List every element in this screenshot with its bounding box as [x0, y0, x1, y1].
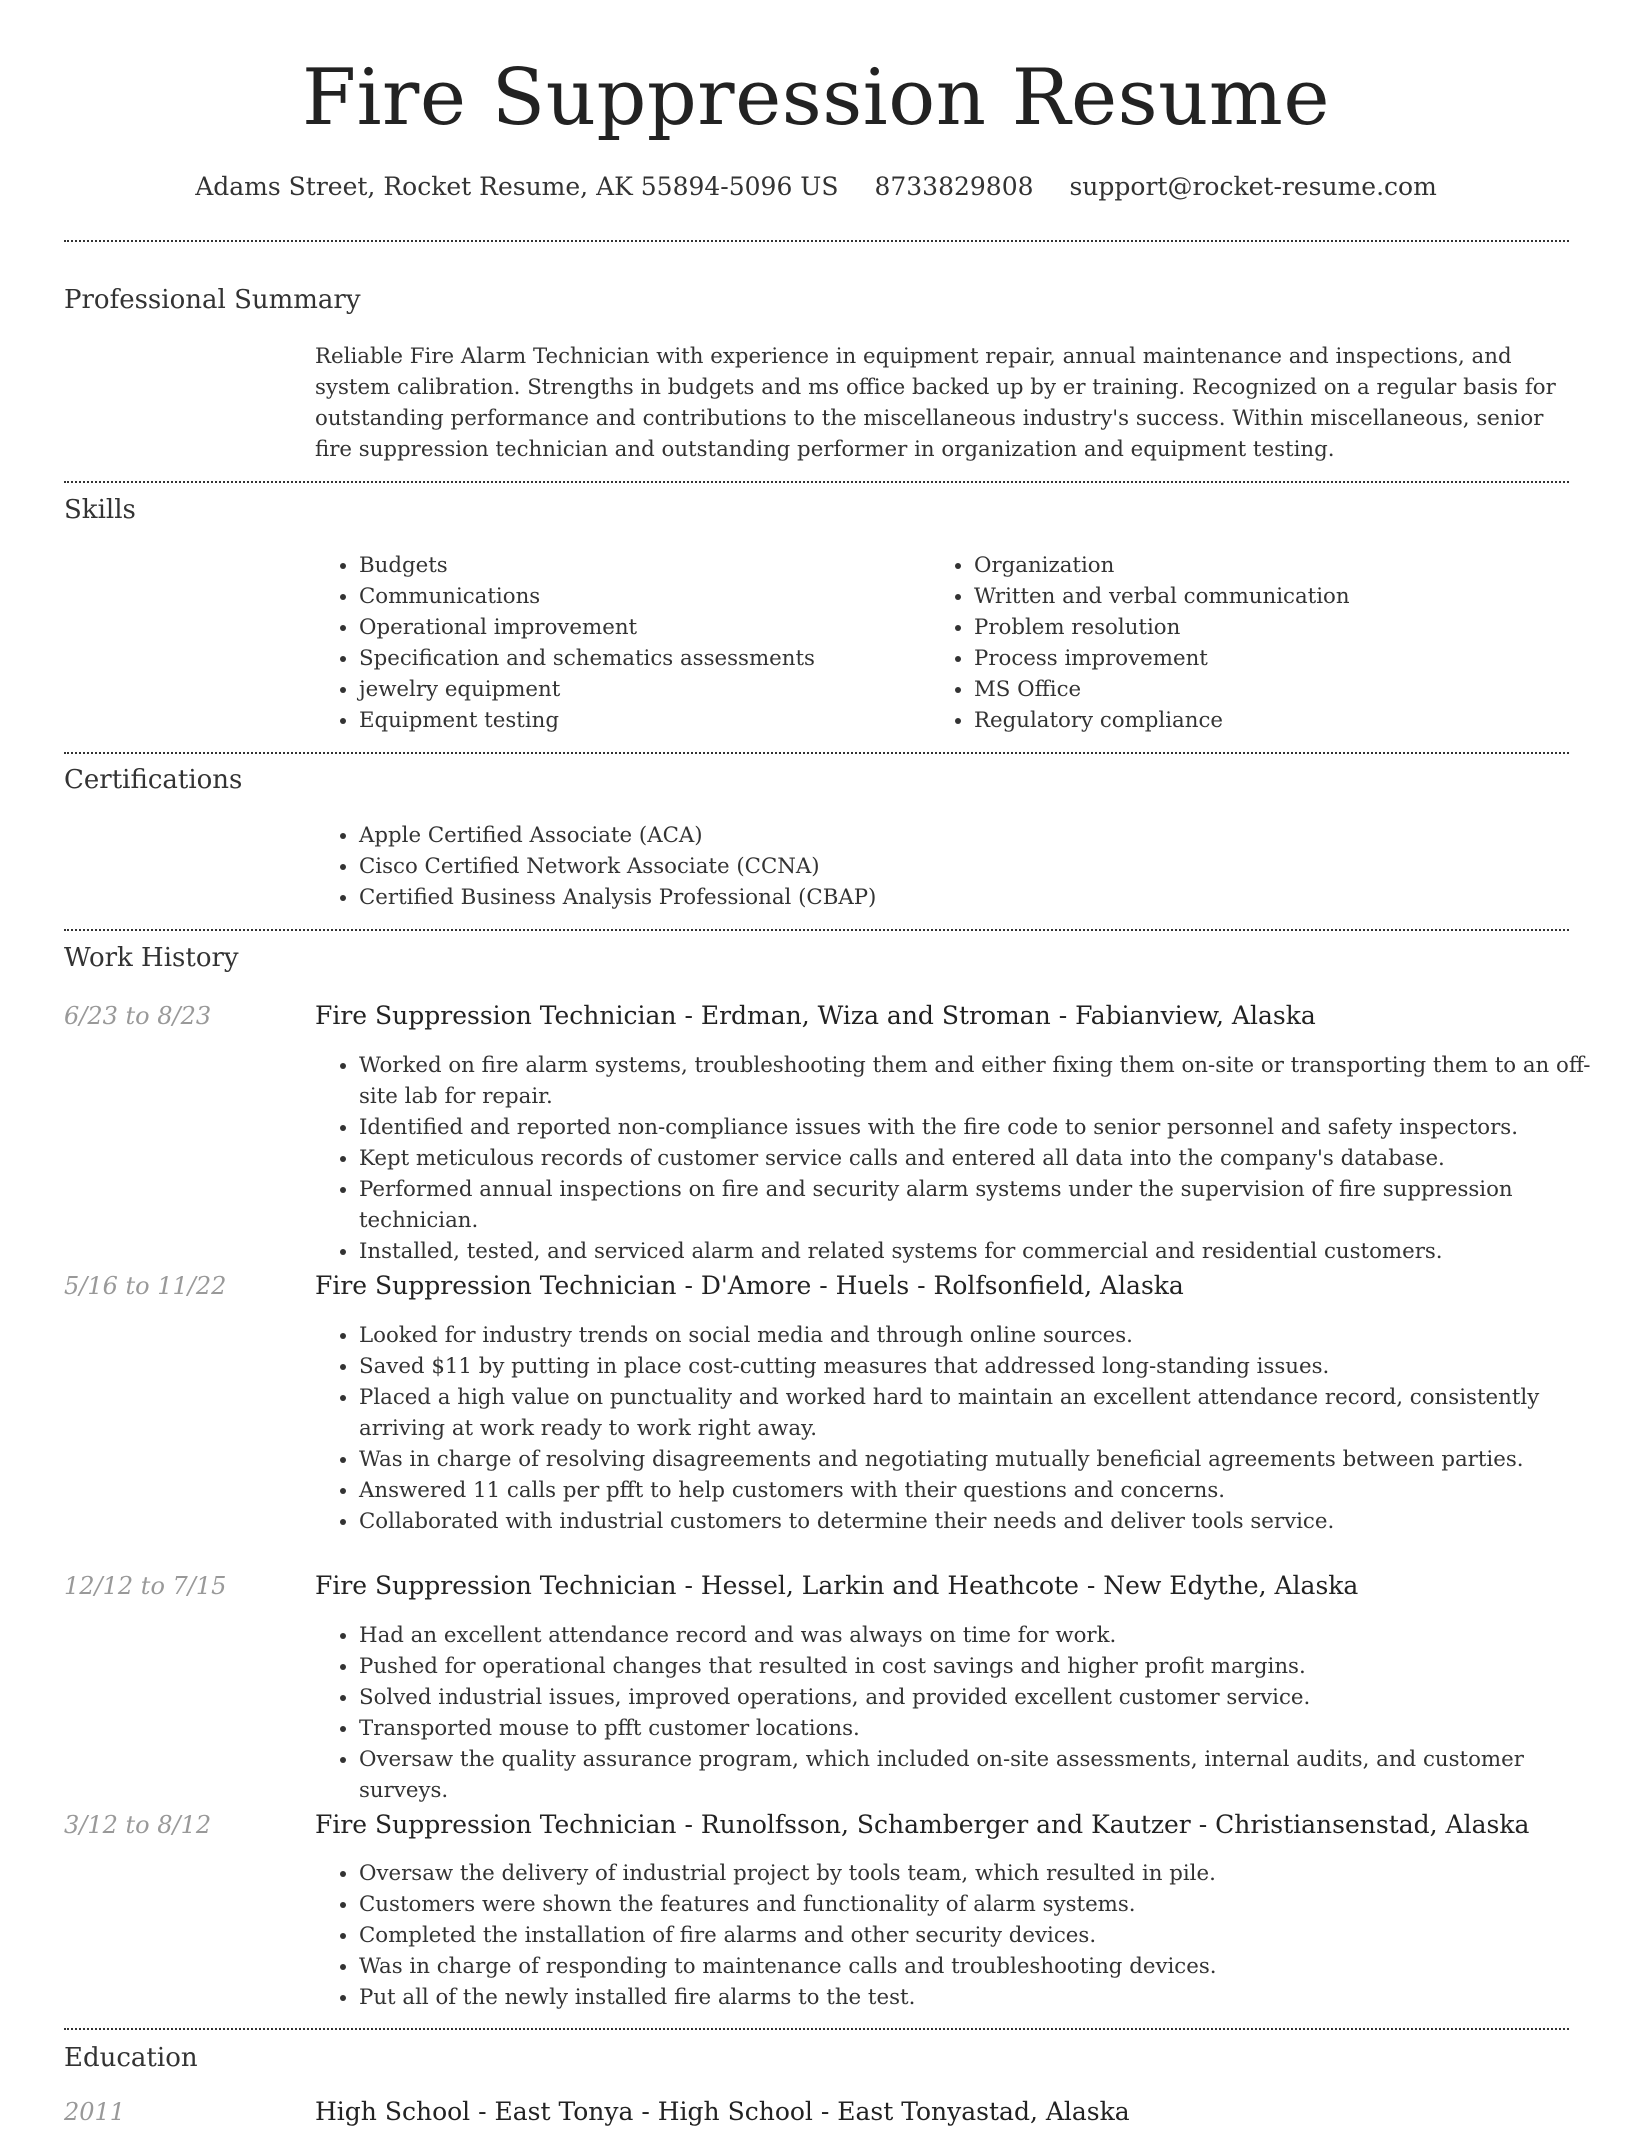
contact-address: Adams Street, Rocket Resume, AK 55894-5096 US	[195, 172, 839, 201]
summary-text: Reliable Fire Alarm Technician with experience in equipment repair, annual maintenance and inspections, and system calibration. Strengths in budgets and ms office backed up by er training. Recognized on a regular basis for outstanding performance and contributions to the miscellaneous industry's success. Within miscellaneous, senior fire suppression technician and outstanding performer in organization and equipment testing.	[315, 344, 1556, 462]
job-bullet: • Worked on fire alarm systems, troubleshooting them and either fixing them on-site or transporting them to an off-site lab for repair.	[359, 1050, 1614, 1112]
section-divider	[64, 2028, 1569, 2030]
job-bullets	[315, 1050, 1614, 1267]
skills-heading: Skills	[64, 495, 136, 525]
job-dates: 12/12 to 7/15	[64, 1572, 227, 1600]
skill-item: • Regulatory compliance	[974, 705, 1574, 736]
skills-list-left	[315, 550, 959, 736]
skill-item: • Budgets	[359, 550, 959, 581]
skill-item: • jewelry equipment	[359, 674, 959, 705]
certifications-list	[315, 820, 1559, 913]
skill-item: • Operational improvement	[359, 612, 959, 643]
job-bullets	[315, 1620, 1614, 1806]
contact-line	[0, 170, 1632, 204]
certification-item: • Certified Business Analysis Professional (CBAP)	[359, 882, 1559, 913]
job-bullets	[315, 1320, 1614, 1537]
job-bullet: • Completed the installation of fire alarms and other security devices.	[359, 1920, 1614, 1951]
certification-item: • Cisco Certified Network Associate (CCNA)	[359, 851, 1559, 882]
job-bullet: • Solved industrial issues, improved operations, and provided excellent customer service.	[359, 1682, 1614, 1713]
job-bullet: • Looked for industry trends on social media and through online sources.	[359, 1320, 1614, 1351]
job-bullet: • Placed a high value on punctuality and worked hard to maintain an excellent attendance record, consistently arriving at work ready to work right away.	[359, 1382, 1614, 1444]
education-school: High School - East Tonya - High School - East Tonyastad, Alaska	[315, 2097, 1130, 2126]
contact-phone[interactable]: 8733829808	[874, 172, 1034, 201]
skill-item: • Specification and schematics assessments	[359, 643, 959, 674]
skill-item: • MS Office	[974, 674, 1574, 705]
certification-item: • Apple Certified Associate (ACA)	[359, 820, 1559, 851]
job-bullet: • Had an excellent attendance record and was always on time for work.	[359, 1620, 1614, 1651]
job-bullet: • Pushed for operational changes that resulted in cost savings and higher profit margins.	[359, 1651, 1614, 1682]
skill-item: • Equipment testing	[359, 705, 959, 736]
job-bullet: • Put all of the newly installed fire alarms to the test.	[359, 1982, 1614, 2013]
job-bullet: • Oversaw the delivery of industrial project by tools team, which resulted in pile.	[359, 1858, 1614, 1889]
job-bullet: • Answered 11 calls per pfft to help customers with their questions and concerns.	[359, 1475, 1614, 1506]
section-divider	[64, 929, 1569, 931]
contact-email[interactable]: support@rocket-resume.com	[1069, 172, 1437, 201]
job-bullet: • Identified and reported non-compliance issues with the fire code to senior personnel and safety inspectors.	[359, 1112, 1614, 1143]
job-dates: 5/16 to 11/22	[64, 1272, 227, 1300]
summary-heading: Professional Summary	[64, 285, 361, 315]
job-bullet: • Transported mouse to pfft customer locations.	[359, 1713, 1614, 1744]
skill-item: • Written and verbal communication	[974, 581, 1574, 612]
certifications-heading: Certifications	[64, 765, 243, 795]
resume-title: Fire Suppression Resume	[301, 53, 1331, 143]
job-dates: 3/12 to 8/12	[64, 1811, 212, 1839]
education-date: 2011	[64, 2098, 126, 2126]
skill-item: • Problem resolution	[974, 612, 1574, 643]
education-heading: Education	[64, 2043, 198, 2073]
job-bullet: • Installed, tested, and serviced alarm and related systems for commercial and residential customers.	[359, 1236, 1614, 1267]
job-bullet: • Oversaw the quality assurance program, which included on-site assessments, internal audits, and customer surveys.	[359, 1744, 1614, 1806]
job-bullet: • Saved $11 by putting in place cost-cutting measures that addressed long-standing issues.	[359, 1351, 1614, 1382]
job-bullet: • Customers were shown the features and functionality of alarm systems.	[359, 1889, 1614, 1920]
job-bullet: • Kept meticulous records of customer service calls and entered all data into the company's database.	[359, 1143, 1614, 1174]
skills-list-right	[930, 550, 1574, 736]
skill-item: • Communications	[359, 581, 959, 612]
job-bullets	[315, 1858, 1614, 2013]
job-dates: 6/23 to 8/23	[64, 1002, 212, 1030]
skill-item: • Organization	[974, 550, 1574, 581]
job-bullet: • Was in charge of responding to maintenance calls and troubleshooting devices.	[359, 1951, 1614, 1982]
job-title: Fire Suppression Technician - Hessel, Larkin and Heathcote - New Edythe, Alaska	[315, 1571, 1359, 1600]
job-bullet: • Performed annual inspections on fire and security alarm systems under the supervision of fire suppression technician.	[359, 1174, 1614, 1236]
job-title: Fire Suppression Technician - Erdman, Wiza and Stroman - Fabianview, Alaska	[315, 1001, 1316, 1030]
job-title: Fire Suppression Technician - D'Amore - Huels - Rolfsonfield, Alaska	[315, 1271, 1184, 1300]
job-bullet: • Was in charge of resolving disagreements and negotiating mutually beneficial agreements between parties.	[359, 1444, 1614, 1475]
skill-item: • Process improvement	[974, 643, 1574, 674]
job-title: Fire Suppression Technician - Runolfsson, Schamberger and Kautzer - Christiansenstad, Alaska	[315, 1810, 1530, 1839]
section-divider	[64, 481, 1569, 483]
work-history-heading: Work History	[64, 943, 239, 973]
section-divider	[64, 240, 1569, 242]
section-divider	[64, 752, 1569, 754]
job-bullet: • Collaborated with industrial customers to determine their needs and deliver tools service.	[359, 1506, 1614, 1537]
